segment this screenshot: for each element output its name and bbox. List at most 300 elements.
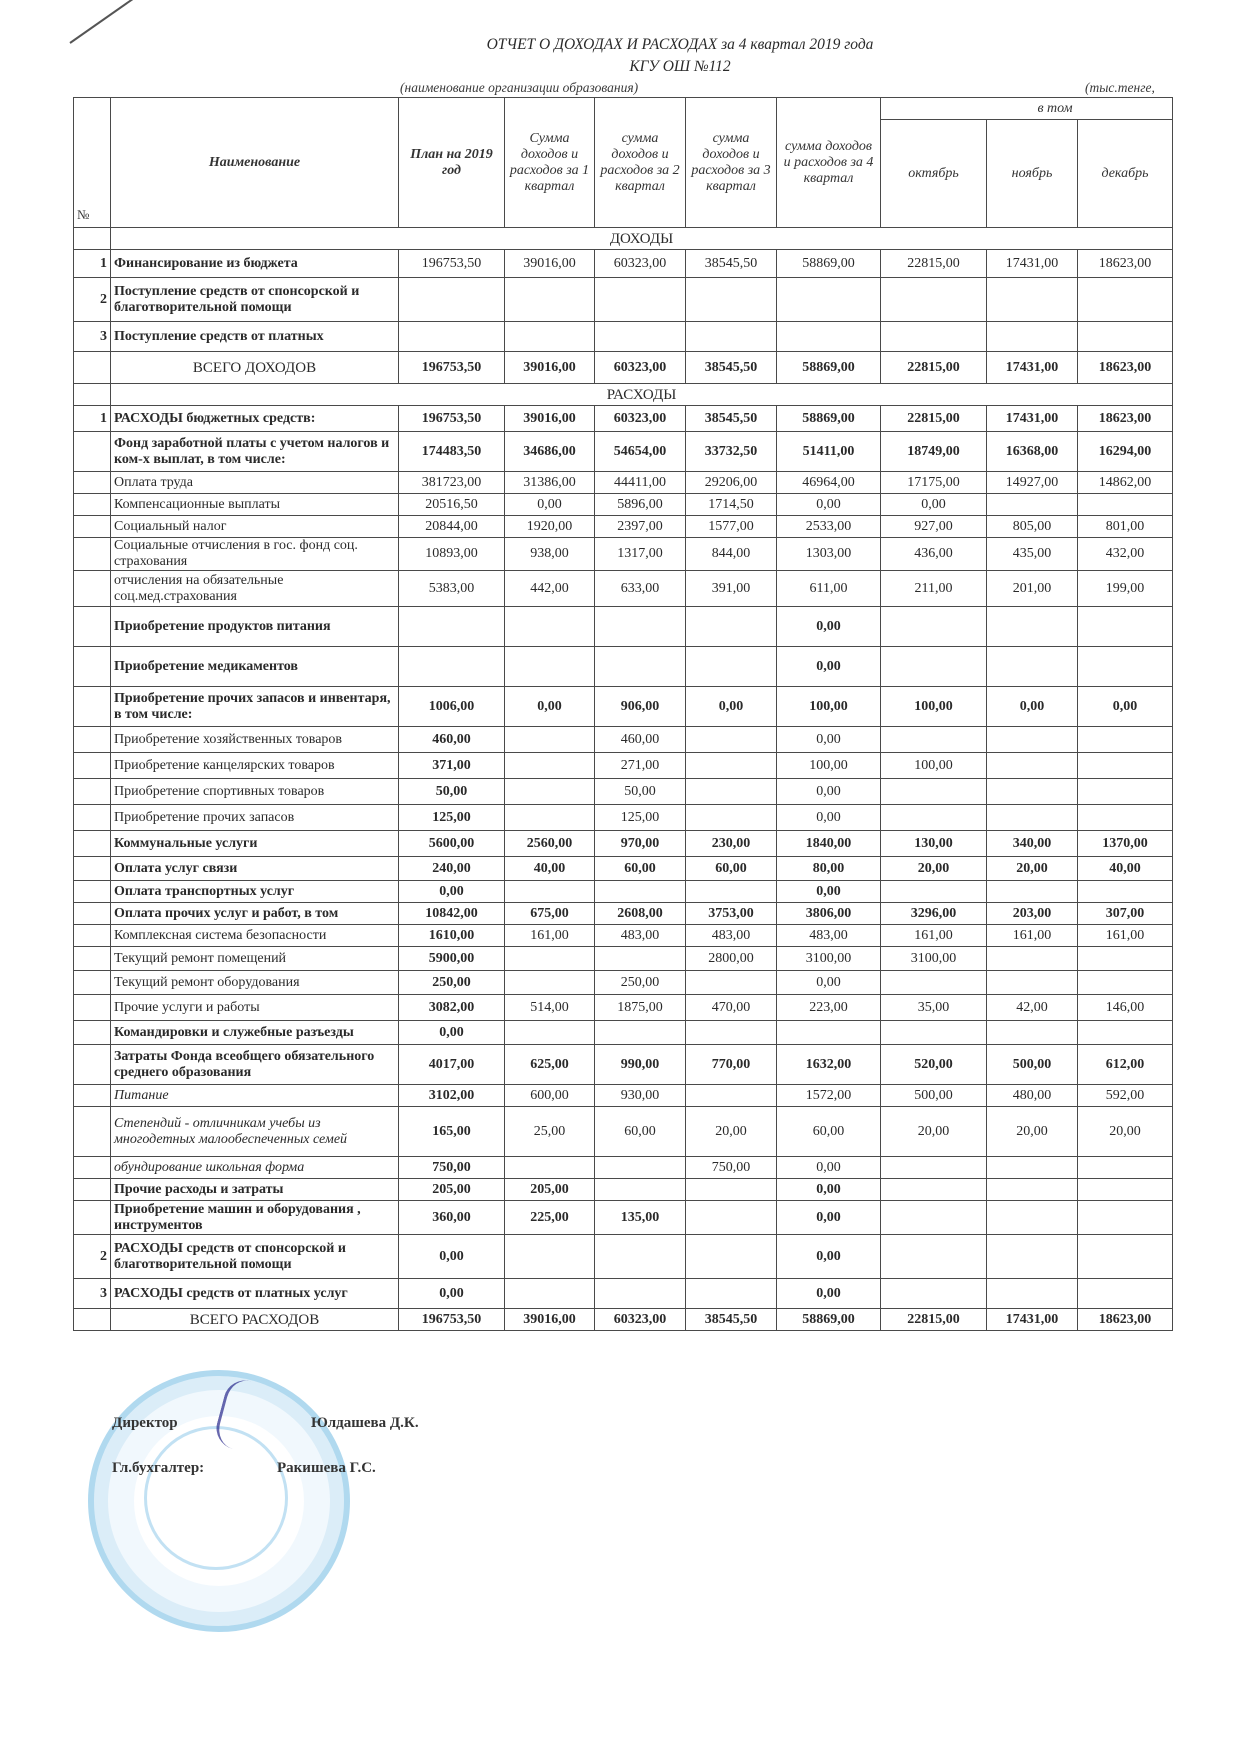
cell-q3 xyxy=(686,779,777,805)
table-row xyxy=(74,322,1173,352)
cell-q4: 0,00 xyxy=(777,1201,881,1235)
cell-oct: 500,00 xyxy=(881,1085,987,1107)
table-row xyxy=(74,571,1173,607)
row-name: Затраты Фонда всеобщего обязательного среднего образования xyxy=(111,1045,399,1085)
table-row xyxy=(74,1235,1173,1279)
cell-dec: 161,00 xyxy=(1078,925,1173,947)
cell-nov: 17431,00 xyxy=(987,1309,1078,1331)
cell-plan: 5900,00 xyxy=(399,947,505,971)
row-number xyxy=(74,352,111,384)
director-label: Директор xyxy=(112,1415,178,1431)
cell-q4: 483,00 xyxy=(777,925,881,947)
cell-oct xyxy=(881,1021,987,1045)
table-row xyxy=(74,516,1173,538)
cell-q1 xyxy=(505,753,595,779)
cell-dec: 307,00 xyxy=(1078,903,1173,925)
cell-q4: 0,00 xyxy=(777,727,881,753)
cell-oct xyxy=(881,322,987,352)
cell-q4: 0,00 xyxy=(777,647,881,687)
cell-q3: 483,00 xyxy=(686,925,777,947)
cell-q3: 38545,50 xyxy=(686,352,777,384)
cell-oct: 20,00 xyxy=(881,857,987,881)
cell-nov xyxy=(987,1179,1078,1201)
cell-plan: 240,00 xyxy=(399,857,505,881)
cell-nov xyxy=(987,1279,1078,1309)
cell-q4 xyxy=(777,1021,881,1045)
cell-oct: 3296,00 xyxy=(881,903,987,925)
cell-q1: 0,00 xyxy=(505,494,595,516)
cell-dec xyxy=(1078,1235,1173,1279)
cell-plan: 750,00 xyxy=(399,1157,505,1179)
cell-q1: 225,00 xyxy=(505,1201,595,1235)
cell-q1 xyxy=(505,881,595,903)
row-name: Приобретение канцелярских товаров xyxy=(111,753,399,779)
cell-q3 xyxy=(686,881,777,903)
cell-q4: 3806,00 xyxy=(777,903,881,925)
cell-q4: 0,00 xyxy=(777,805,881,831)
cell-q1 xyxy=(505,278,595,322)
cell-q4: 0,00 xyxy=(777,1279,881,1309)
director-name: Юлдашева Д.К. xyxy=(311,1415,419,1431)
row-name: Командировки и служебные разъезды xyxy=(111,1021,399,1045)
cell-oct: 211,00 xyxy=(881,571,987,607)
cell-q4: 611,00 xyxy=(777,571,881,607)
cell-dec xyxy=(1078,947,1173,971)
cell-oct xyxy=(881,881,987,903)
row-number: 2 xyxy=(74,1235,111,1279)
cell-dec xyxy=(1078,881,1173,903)
table-row xyxy=(74,432,1173,472)
cell-q4: 0,00 xyxy=(777,1157,881,1179)
cell-q3: 1577,00 xyxy=(686,516,777,538)
cell-dec: 18623,00 xyxy=(1078,352,1173,384)
cell-q3 xyxy=(686,1235,777,1279)
cell-q2 xyxy=(595,1021,686,1045)
cell-q4: 1632,00 xyxy=(777,1045,881,1085)
cell-dec xyxy=(1078,647,1173,687)
cell-q4: 46964,00 xyxy=(777,472,881,494)
cell-q2: 460,00 xyxy=(595,727,686,753)
row-name: Приобретение медикаментов xyxy=(111,647,399,687)
cell-oct xyxy=(881,1179,987,1201)
cell-q4: 0,00 xyxy=(777,779,881,805)
row-name: Коммунальные услуги xyxy=(111,831,399,857)
cell-dec: 801,00 xyxy=(1078,516,1173,538)
row-name: Приобретение хозяйственных товаров xyxy=(111,727,399,753)
row-name: ВСЕГО РАСХОДОВ xyxy=(111,1309,399,1331)
row-number xyxy=(74,925,111,947)
cell-oct xyxy=(881,647,987,687)
cell-plan: 460,00 xyxy=(399,727,505,753)
cell-oct: 436,00 xyxy=(881,538,987,571)
table-row xyxy=(74,831,1173,857)
cell-oct: 130,00 xyxy=(881,831,987,857)
cell-nov xyxy=(987,1235,1078,1279)
row-number xyxy=(74,571,111,607)
cell-plan: 0,00 xyxy=(399,1279,505,1309)
row-number xyxy=(74,516,111,538)
cell-plan: 250,00 xyxy=(399,971,505,995)
cell-q2: 2397,00 xyxy=(595,516,686,538)
table-row xyxy=(74,687,1173,727)
row-name: Оплата прочих услуг и работ, в том xyxy=(111,903,399,925)
table-row xyxy=(74,406,1173,432)
cell-dec xyxy=(1078,1157,1173,1179)
cell-q2: 990,00 xyxy=(595,1045,686,1085)
cell-q1 xyxy=(505,971,595,995)
row-name: Социальные отчисления в гос. фонд соц. страхования xyxy=(111,538,399,571)
cell-oct: 0,00 xyxy=(881,494,987,516)
cell-q1: 205,00 xyxy=(505,1179,595,1201)
cell-nov xyxy=(987,753,1078,779)
cell-nov: 14927,00 xyxy=(987,472,1078,494)
cell-q3: 38545,50 xyxy=(686,250,777,278)
cell-q2: 60323,00 xyxy=(595,406,686,432)
table-row xyxy=(74,753,1173,779)
row-number xyxy=(74,538,111,571)
cell-oct: 22815,00 xyxy=(881,1309,987,1331)
table-row xyxy=(74,278,1173,322)
cell-q4: 2533,00 xyxy=(777,516,881,538)
cell-plan: 20516,50 xyxy=(399,494,505,516)
cell-plan: 4017,00 xyxy=(399,1045,505,1085)
cell-q4: 58869,00 xyxy=(777,250,881,278)
cell-q3 xyxy=(686,805,777,831)
cell-q3: 3753,00 xyxy=(686,903,777,925)
cell-dec xyxy=(1078,727,1173,753)
row-name: Фонд заработной платы с учетом налогов и ком-х выплат, в том числе: xyxy=(111,432,399,472)
cell-q1: 938,00 xyxy=(505,538,595,571)
cell-q1: 39016,00 xyxy=(505,250,595,278)
table-row xyxy=(74,779,1173,805)
cell-q3: 1714,50 xyxy=(686,494,777,516)
cell-oct xyxy=(881,607,987,647)
cell-q4: 0,00 xyxy=(777,1179,881,1201)
cell-plan: 371,00 xyxy=(399,753,505,779)
table-row xyxy=(74,1157,1173,1179)
official-stamp xyxy=(88,1370,350,1632)
cell-oct xyxy=(881,805,987,831)
cell-plan: 205,00 xyxy=(399,1179,505,1201)
cell-dec: 16294,00 xyxy=(1078,432,1173,472)
table-row xyxy=(74,947,1173,971)
cell-q2: 271,00 xyxy=(595,753,686,779)
cell-plan: 1610,00 xyxy=(399,925,505,947)
row-name: Социальный налог xyxy=(111,516,399,538)
row-number xyxy=(74,1157,111,1179)
cell-plan: 125,00 xyxy=(399,805,505,831)
cell-nov: 20,00 xyxy=(987,857,1078,881)
header-december: декабрь xyxy=(1078,120,1173,228)
row-name: Текущий ремонт помещений xyxy=(111,947,399,971)
cell-q1: 675,00 xyxy=(505,903,595,925)
cell-q4: 0,00 xyxy=(777,881,881,903)
table-row xyxy=(74,881,1173,903)
cell-q4: 1572,00 xyxy=(777,1085,881,1107)
cell-nov: 17431,00 xyxy=(987,352,1078,384)
cell-nov xyxy=(987,278,1078,322)
cell-nov: 17431,00 xyxy=(987,250,1078,278)
cell-nov: 161,00 xyxy=(987,925,1078,947)
row-name: Степендий - отличникам учебы из многодетных малообеспеченных семей xyxy=(111,1107,399,1157)
cell-q4: 3100,00 xyxy=(777,947,881,971)
table-row xyxy=(74,925,1173,947)
header-name: Наименование xyxy=(111,98,399,228)
cell-nov: 480,00 xyxy=(987,1085,1078,1107)
cell-q2 xyxy=(595,1179,686,1201)
header-q1: Сумма доходов и расходов за 1 квартал xyxy=(505,98,595,228)
cell-dec: 18623,00 xyxy=(1078,1309,1173,1331)
table-row xyxy=(74,857,1173,881)
cell-plan: 5383,00 xyxy=(399,571,505,607)
cell-plan: 0,00 xyxy=(399,1235,505,1279)
cell-q2: 60323,00 xyxy=(595,352,686,384)
cell-q1 xyxy=(505,1157,595,1179)
cell-plan: 196753,50 xyxy=(399,250,505,278)
cell-q3: 230,00 xyxy=(686,831,777,857)
row-name: Приобретение машин и оборудования , инструментов xyxy=(111,1201,399,1235)
row-number xyxy=(74,432,111,472)
cell-q3: 33732,50 xyxy=(686,432,777,472)
cell-q2: 54654,00 xyxy=(595,432,686,472)
cell-plan: 1006,00 xyxy=(399,687,505,727)
row-name: Прочие услуги и работы xyxy=(111,995,399,1021)
row-number: 3 xyxy=(74,1279,111,1309)
cell-q3: 38545,50 xyxy=(686,1309,777,1331)
header-plan: План на 2019 год xyxy=(399,98,505,228)
cell-q1: 40,00 xyxy=(505,857,595,881)
row-name: Оплата услуг связи xyxy=(111,857,399,881)
cell-q1: 442,00 xyxy=(505,571,595,607)
cell-oct: 22815,00 xyxy=(881,352,987,384)
header-q2: сумма доходов и расходов за 2 квартал xyxy=(595,98,686,228)
cell-q2: 135,00 xyxy=(595,1201,686,1235)
row-number xyxy=(74,831,111,857)
cell-oct xyxy=(881,1201,987,1235)
cell-plan: 50,00 xyxy=(399,779,505,805)
row-number xyxy=(74,903,111,925)
cell-q1: 34686,00 xyxy=(505,432,595,472)
total-row xyxy=(74,352,1173,384)
header-q4: сумма доходов и расходов за 4 квартал xyxy=(777,98,881,228)
cell-plan: 174483,50 xyxy=(399,432,505,472)
cell-q1 xyxy=(505,322,595,352)
cell-q2 xyxy=(595,947,686,971)
accountant-label: Гл.бухгалтер: xyxy=(112,1460,205,1476)
cell-oct: 17175,00 xyxy=(881,472,987,494)
cell-q3 xyxy=(686,1201,777,1235)
cell-q2: 50,00 xyxy=(595,779,686,805)
cell-q2: 1875,00 xyxy=(595,995,686,1021)
cell-q4: 100,00 xyxy=(777,687,881,727)
row-number xyxy=(74,494,111,516)
cell-plan: 196753,50 xyxy=(399,1309,505,1331)
table-row xyxy=(74,1021,1173,1045)
cell-q3: 750,00 xyxy=(686,1157,777,1179)
row-name: РАСХОДЫ бюджетных средств: xyxy=(111,406,399,432)
cell-q2: 930,00 xyxy=(595,1085,686,1107)
cell-nov xyxy=(987,1157,1078,1179)
cell-dec xyxy=(1078,753,1173,779)
table-row xyxy=(74,995,1173,1021)
cell-nov: 500,00 xyxy=(987,1045,1078,1085)
row-number xyxy=(74,779,111,805)
cell-q1 xyxy=(505,607,595,647)
header-november: ноябрь xyxy=(987,120,1078,228)
cell-q2: 60323,00 xyxy=(595,1309,686,1331)
cell-nov: 435,00 xyxy=(987,538,1078,571)
cell-q1 xyxy=(505,1279,595,1309)
cell-oct xyxy=(881,779,987,805)
row-name: Приобретение прочих запасов и инвентаря, в том числе: xyxy=(111,687,399,727)
cell-q3 xyxy=(686,1179,777,1201)
cell-q3: 60,00 xyxy=(686,857,777,881)
cell-nov xyxy=(987,322,1078,352)
row-number xyxy=(74,1107,111,1157)
cell-q2: 633,00 xyxy=(595,571,686,607)
cell-dec: 20,00 xyxy=(1078,1107,1173,1157)
cell-nov xyxy=(987,971,1078,995)
row-name: Оплата транспортных услуг xyxy=(111,881,399,903)
table-row xyxy=(74,1107,1173,1157)
row-number xyxy=(74,1085,111,1107)
cell-q3: 770,00 xyxy=(686,1045,777,1085)
cell-q2: 250,00 xyxy=(595,971,686,995)
cell-nov xyxy=(987,1201,1078,1235)
cell-q2: 1317,00 xyxy=(595,538,686,571)
cell-q1 xyxy=(505,805,595,831)
cell-dec: 199,00 xyxy=(1078,571,1173,607)
cell-q4: 60,00 xyxy=(777,1107,881,1157)
row-name: Прочие расходы и затраты xyxy=(111,1179,399,1201)
cell-dec xyxy=(1078,1279,1173,1309)
row-name: Финансирование из бюджета xyxy=(111,250,399,278)
row-name: Приобретение спортивных товаров xyxy=(111,779,399,805)
cell-plan: 20844,00 xyxy=(399,516,505,538)
accountant-name: Ракишева Г.С. xyxy=(277,1460,376,1476)
cell-dec: 18623,00 xyxy=(1078,250,1173,278)
cell-oct xyxy=(881,1157,987,1179)
cell-q4: 51411,00 xyxy=(777,432,881,472)
row-number xyxy=(74,1045,111,1085)
cell-q2: 60323,00 xyxy=(595,250,686,278)
row-name: ВСЕГО ДОХОДОВ xyxy=(111,352,399,384)
cell-q4: 58869,00 xyxy=(777,406,881,432)
cell-oct: 22815,00 xyxy=(881,250,987,278)
table-row xyxy=(74,607,1173,647)
cell-q3 xyxy=(686,1085,777,1107)
cell-dec xyxy=(1078,1021,1173,1045)
table-row xyxy=(74,1085,1173,1107)
cell-q4: 0,00 xyxy=(777,971,881,995)
cell-q2 xyxy=(595,647,686,687)
cell-oct: 22815,00 xyxy=(881,406,987,432)
cell-plan: 196753,50 xyxy=(399,406,505,432)
cell-plan: 0,00 xyxy=(399,1021,505,1045)
row-name: Текущий ремонт оборудования xyxy=(111,971,399,995)
header-q3: сумма доходов и расходов за 3 квартал xyxy=(686,98,777,228)
cell-q3 xyxy=(686,1279,777,1309)
cell-dec: 18623,00 xyxy=(1078,406,1173,432)
cell-dec: 0,00 xyxy=(1078,687,1173,727)
cell-nov: 340,00 xyxy=(987,831,1078,857)
cell-nov xyxy=(987,947,1078,971)
cell-oct: 927,00 xyxy=(881,516,987,538)
total-row xyxy=(74,1309,1173,1331)
cell-q1 xyxy=(505,647,595,687)
row-number: 2 xyxy=(74,278,111,322)
cell-q3: 38545,50 xyxy=(686,406,777,432)
section-income-label: ДОХОДЫ xyxy=(111,228,1173,250)
table-row xyxy=(74,472,1173,494)
cell-nov: 42,00 xyxy=(987,995,1078,1021)
cell-oct: 100,00 xyxy=(881,687,987,727)
row-number xyxy=(74,1021,111,1045)
table-row xyxy=(74,903,1173,925)
cell-q2: 483,00 xyxy=(595,925,686,947)
cell-nov: 203,00 xyxy=(987,903,1078,925)
cell-q1 xyxy=(505,947,595,971)
cell-q3 xyxy=(686,322,777,352)
cell-q2 xyxy=(595,1235,686,1279)
row-name: РАСХОДЫ средств от платных услуг xyxy=(111,1279,399,1309)
cell-dec: 14862,00 xyxy=(1078,472,1173,494)
cell-q1: 625,00 xyxy=(505,1045,595,1085)
cell-plan: 165,00 xyxy=(399,1107,505,1157)
cell-plan xyxy=(399,278,505,322)
cell-dec xyxy=(1078,971,1173,995)
table-row xyxy=(74,971,1173,995)
cell-dec xyxy=(1078,805,1173,831)
row-number: 1 xyxy=(74,406,111,432)
row-name: Комплексная система безопасности xyxy=(111,925,399,947)
row-name: отчисления на обязательные соц.мед.страхования xyxy=(111,571,399,607)
cell-dec: 1370,00 xyxy=(1078,831,1173,857)
cell-q2: 60,00 xyxy=(595,1107,686,1157)
row-number xyxy=(74,607,111,647)
cell-q3: 20,00 xyxy=(686,1107,777,1157)
row-number xyxy=(74,472,111,494)
currency-unit: (тыс.тенге, xyxy=(1085,80,1155,95)
cell-plan: 10842,00 xyxy=(399,903,505,925)
header-october: октябрь xyxy=(881,120,987,228)
row-name: Компенсационные выплаты xyxy=(111,494,399,516)
row-number xyxy=(74,947,111,971)
cell-q4: 100,00 xyxy=(777,753,881,779)
cell-nov: 805,00 xyxy=(987,516,1078,538)
cell-q3: 470,00 xyxy=(686,995,777,1021)
cell-nov xyxy=(987,1021,1078,1045)
header-num: № xyxy=(74,98,111,228)
row-number xyxy=(74,971,111,995)
cell-plan: 381723,00 xyxy=(399,472,505,494)
cell-q3 xyxy=(686,278,777,322)
row-name: Приобретение продуктов питания xyxy=(111,607,399,647)
cell-q1: 25,00 xyxy=(505,1107,595,1157)
cell-q2: 970,00 xyxy=(595,831,686,857)
cell-q4 xyxy=(777,278,881,322)
organization-caption: (наименование организации образования) xyxy=(400,80,639,95)
row-name: Оплата труда xyxy=(111,472,399,494)
cell-q4: 0,00 xyxy=(777,1235,881,1279)
cell-q1: 600,00 xyxy=(505,1085,595,1107)
cell-dec xyxy=(1078,494,1173,516)
cell-plan: 3102,00 xyxy=(399,1085,505,1107)
header-including: в том xyxy=(881,98,1173,120)
row-number xyxy=(74,805,111,831)
row-number xyxy=(74,647,111,687)
cell-q2: 60,00 xyxy=(595,857,686,881)
